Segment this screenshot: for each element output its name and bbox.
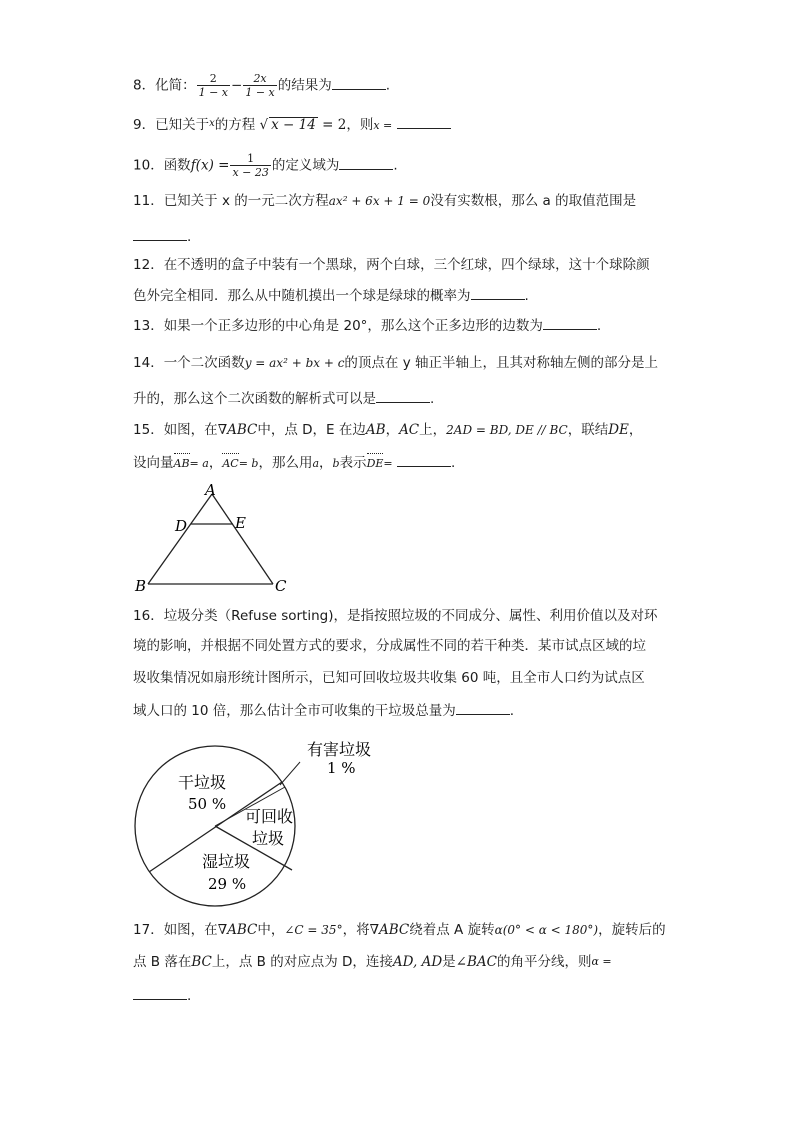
condition: 2AD = BD, DE // BC (446, 423, 568, 437)
period: . (450, 455, 456, 471)
question-16-line-3 (133, 668, 645, 688)
fraction-2: $\frac{2x}{1 - x}$ (245, 72, 275, 99)
variable: x (209, 118, 215, 129)
question-15-line-2 (133, 452, 455, 474)
vertex-label-b: B (135, 577, 147, 595)
question-text: 化简： (155, 77, 196, 94)
equation: ax² + 6x + 1 = 0 (328, 194, 431, 208)
label-recyclable-2: 垃圾 (252, 829, 285, 848)
question-16-line-4 (133, 700, 514, 721)
question-9: 9．已知关于$^x$的方程 √ x − 14 = 2，则x = (133, 114, 451, 136)
question-12: 12．在不透明的盒子中装有一个黑球，两个白球，三个红球，四个绿球，这十个球除颜 (133, 257, 650, 273)
question-number: 10 (133, 157, 151, 174)
alpha-range: α(0° < α < 180°) (494, 923, 599, 937)
triangle-symbol: ∇ABC (369, 922, 410, 938)
question-text: 域人口的 10 倍，那么估计全市可收集的干垃圾总量为 (133, 703, 456, 719)
vector-symbol: b (332, 457, 340, 470)
answer-blank (543, 315, 597, 330)
question-number: 15 (133, 422, 151, 438)
triangle-symbol: ∇ABC (217, 922, 258, 938)
question-number: 8 (133, 77, 142, 94)
question-text: ，将 (342, 922, 370, 938)
side-ab (148, 494, 212, 584)
question-text: 色外完全相同．那么从中随机摸出一个球是绿球的概率为 (133, 288, 471, 304)
question-number: 17 (133, 922, 151, 938)
sqrt-expression: √ x − 14 (259, 117, 316, 133)
punctuation: ， (319, 455, 333, 471)
variable: α = (591, 955, 612, 968)
fraction: $\frac{1}{x - 23}$ (232, 152, 269, 179)
label-hazardous: 有害垃圾 (307, 740, 372, 759)
answer-blank (397, 452, 451, 467)
period: . (596, 318, 602, 334)
side-ac (212, 494, 273, 584)
question-14-line-2 (133, 388, 434, 409)
triangle-symbol: ∇ABC (217, 422, 258, 438)
question-text: 在不透明的盒子中装有一个黑球，两个白球，三个红球，四个绿球，这十个球除颜 (163, 257, 650, 273)
question-text: 一个二次函数 (163, 355, 245, 371)
question-text: 如果一个正多边形的中心角是 20°，那么这个正多边形的边数为 (163, 318, 543, 334)
question-17-line-3 (133, 985, 191, 1006)
period: . (509, 703, 515, 719)
angle-condition: ∠C = 35° (284, 923, 343, 937)
question-text: 中，点 D，E 在边 (257, 422, 366, 438)
question-text: 的角平分线，则 (496, 954, 592, 970)
question-text: 上，点 B 的对应点为 D，连接 (211, 954, 393, 970)
punctuation: ， (628, 422, 643, 438)
triangle-figure (125, 478, 295, 598)
punctuation: ， (385, 422, 400, 438)
answer-blank (133, 226, 187, 241)
period: . (430, 391, 435, 407)
question-16: 16．垃圾分类（Refuse sorting)，是指按照垃圾的不同成分、属性、利用价值以及对环 (133, 608, 658, 624)
pie-chart (120, 732, 390, 912)
equation-rhs: = 2 (322, 117, 347, 133)
vector-eq: = a (189, 457, 209, 470)
punctuation: ， (208, 455, 223, 471)
answer-blank (471, 285, 525, 300)
question-8: 8．化简： $\frac{2}{1 - x}$ − $\frac{2x}{1 - x}$ 的结果为 . (133, 72, 391, 99)
question-text: 点 B 落在 (133, 954, 192, 970)
vertex-label-c: C (275, 577, 287, 595)
label-wet: 湿垃圾 (202, 852, 251, 871)
question-15: 15．如图，在∇ABC中，点 D，E 在边AB，AC上，2AD = BD, DE // BC，联结DE， (133, 422, 643, 438)
question-number: 9 (133, 117, 142, 133)
question-text: 已知关于 x 的一元二次方程 (163, 193, 329, 209)
vertex-label-a: A (205, 481, 216, 499)
period: . (187, 229, 192, 245)
question-11: 11．已知关于 x 的一元二次方程ax² + 6x + 1 = 0没有实数根，那么 a 的取值范围是 (133, 193, 637, 209)
question-text: 如图，在 (163, 922, 218, 938)
segment: AD (421, 954, 443, 970)
question-11-line-2 (133, 226, 191, 247)
question-text: 境的影响，并根据不同处置方式的要求，分成属性不同的若干种类．某市试点区域的垃 (133, 638, 646, 654)
variable: x = (373, 119, 393, 132)
fraction-1: $\frac{2}{1 - x}$ (198, 72, 229, 99)
question-number: 12 (133, 257, 151, 273)
question-text: 上， (419, 422, 447, 438)
segment: DE (608, 422, 629, 438)
answer-blank (133, 985, 187, 1000)
function-expression: f(x) = (190, 157, 230, 174)
question-text: 如图，在 (163, 422, 218, 438)
question-text: 是 (442, 954, 456, 970)
label-wet-pct: 29 % (208, 875, 247, 893)
equation: y = ax² + bx + c (244, 356, 345, 370)
question-17: 17．如图，在∇ABC中，∠C = 35°，将∇ABC绕着点 A 旋转α(0° < α < 180°)，旋转后的 (133, 922, 666, 938)
vertex-label-d: D (175, 517, 188, 535)
question-text: 中， (257, 922, 285, 938)
question-17-line-2 (133, 952, 612, 972)
vector-ac: AC (222, 454, 238, 474)
label-hazardous-pct: 1 % (327, 759, 356, 777)
question-text: 的结果为 (277, 77, 332, 94)
question-text: ，则 (346, 117, 374, 133)
operator: − (231, 77, 243, 94)
hazardous-leader-line (280, 762, 300, 785)
question-10: 10．函数f(x) = $\frac{1}{x - 23}$ 的定义域为 . (133, 152, 398, 179)
answer-blank (456, 700, 510, 715)
segment: AD, (392, 954, 418, 970)
question-number: 11 (133, 193, 151, 209)
period: . (393, 157, 398, 174)
question-text: 设向量 (133, 455, 174, 471)
question-text: 的顶点在 y 轴正半轴上，且其对称轴左侧的部分是上 (344, 355, 658, 371)
question-text: 表示 (339, 455, 367, 471)
question-12-line-2 (133, 285, 529, 306)
question-13: 13．如果一个正多边形的中心角是 20°，那么这个正多边形的边数为 . (133, 315, 601, 336)
segment: AC (399, 422, 420, 438)
answer-blank (397, 114, 451, 129)
question-text: 绕着点 A 旋转 (409, 922, 495, 938)
angle: ∠BAC (455, 954, 497, 970)
question-text: 没有实数根，那么 a 的取值范围是 (430, 193, 637, 209)
question-number: 16 (133, 608, 151, 624)
question-number: 13 (133, 318, 151, 334)
vertex-label-e: E (235, 514, 246, 532)
question-text: ，那么用 (258, 455, 313, 471)
period: . (524, 288, 529, 304)
question-text: ，旋转后的 (598, 922, 666, 938)
answer-blank (332, 75, 386, 90)
question-text: 圾收集情况如扇形统计图所示，已知可回收垃圾共收集 60 吨，且全市人口约为试点区 (133, 670, 645, 686)
question-text: 函数 (163, 157, 191, 174)
question-text: ，联结 (567, 422, 609, 438)
vector-eq: = (383, 457, 393, 470)
answer-blank (376, 388, 430, 403)
vector-de: DE (367, 454, 384, 474)
label-recyclable: 可回收 (245, 807, 294, 826)
question-text: 的定义域为 (271, 157, 340, 174)
segment: BC (191, 954, 212, 970)
question-text: 已知关于 (155, 117, 210, 133)
period: . (385, 77, 391, 94)
label-dry: 干垃圾 (178, 773, 227, 792)
period: . (187, 988, 192, 1004)
vector-symbol: a (312, 457, 320, 470)
question-text: 升的，那么这个二次函数的解析式可以是 (133, 391, 376, 407)
question-14: 14．一个二次函数y = ax² + bx + c的顶点在 y 轴正半轴上，且其对称轴左侧的部分是上 (133, 355, 658, 371)
segment: AB (365, 422, 386, 438)
question-16-line-2 (133, 636, 646, 656)
question-number: 14 (133, 355, 151, 371)
vector-ab: AB (174, 454, 190, 474)
vector-eq: = b (238, 457, 259, 470)
answer-blank (339, 155, 393, 170)
question-text: 垃圾分类（Refuse sorting)，是指按照垃圾的不同成分、属性、利用价值以及对环 (163, 608, 658, 624)
question-text: 的方程 (214, 117, 256, 133)
label-dry-pct: 50 % (188, 795, 227, 813)
